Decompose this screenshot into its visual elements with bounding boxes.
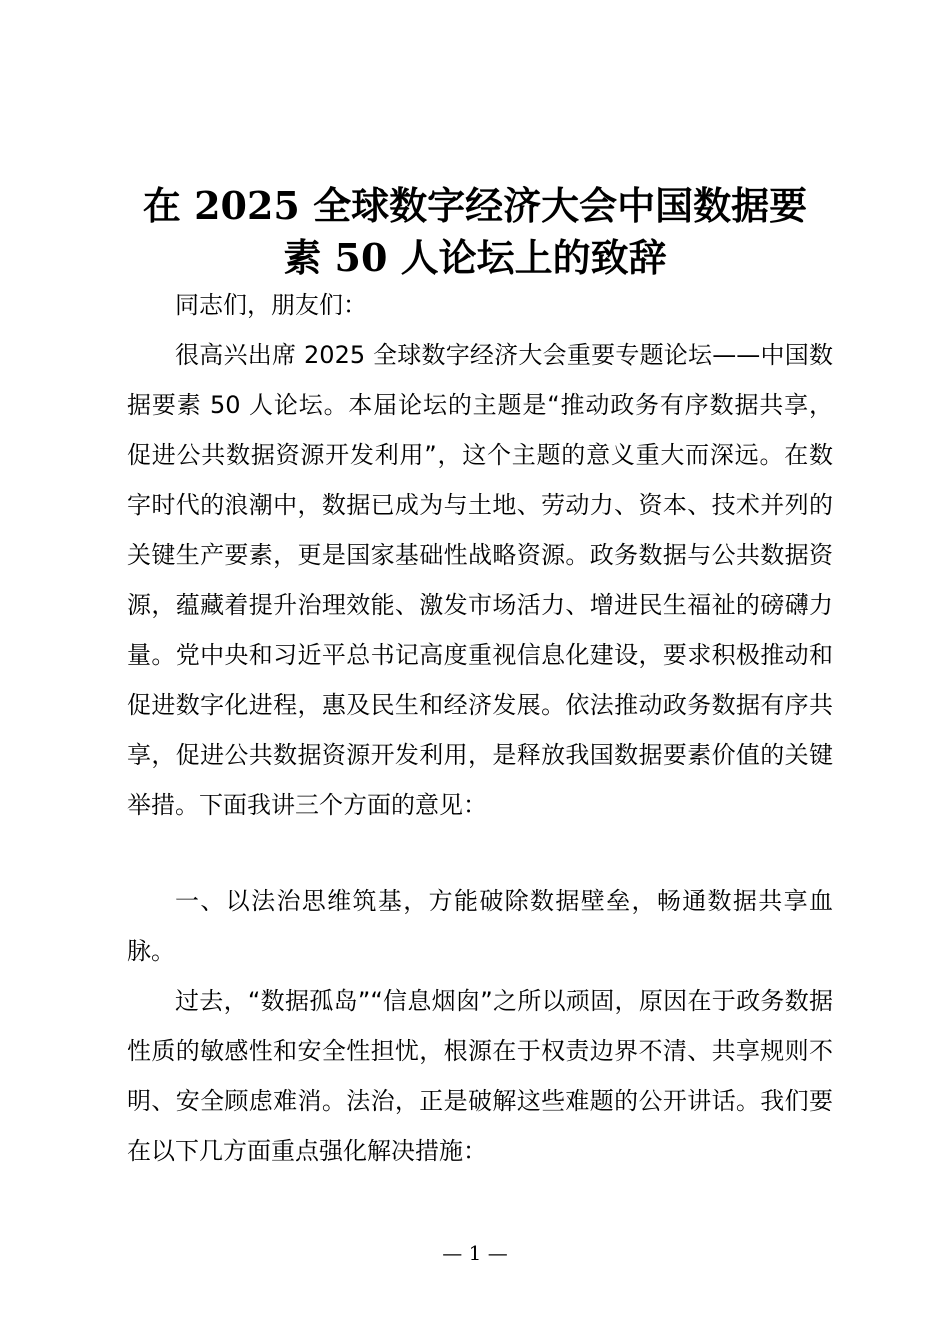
document-title-line-1: 在 2025 全球数字经济大会中国数据要	[142, 183, 808, 228]
page-number: — 1 —	[442, 1241, 508, 1265]
past-paragraph: 过去，“数据孤岛”“信息烟囱”之所以顽固，原因在于政务数据性质的敏感性和安全性担忧，根源在于权责边界不清、共享规则不明、安全顾虑难消。法治，正是破解这些难题的公开讲话。我们要在以下几方面重点强化解决措施：	[127, 987, 833, 1165]
greeting-paragraph: 同志们，朋友们：	[175, 291, 367, 319]
document-title-line-2: 素 50 人论坛上的致辞	[283, 235, 667, 280]
intro-paragraph: 很高兴出席 2025 全球数字经济大会重要专题论坛——中国数据要素 50 人论坛。本届论坛的主题是“推动政务有序数据共享，促进公共数据资源开发利用”，这个主题的意义重大而深远。在数字时代的浪潮中，数据已成为与土地、劳动力、资本、技术并列的关键生产要素，更是国家基础性战略资源。政务数据与公共数据资源，蕴藏着提升治理效能、激发市场活力、增进民生福祉的磅礴力量。党中央和习近平总书记高度重视信息化建设，要求积极推动和促进数字化进程，惠及民生和经济发展。依法推动政务数据有序共享，促进公共数据资源开发利用，是释放我国数据要素价值的关键举措。下面我讲三个方面的意见：	[127, 341, 833, 819]
section-heading-1: 一、以法治思维筑基，方能破除数据壁垒，畅通数据共享血脉。	[127, 887, 833, 965]
